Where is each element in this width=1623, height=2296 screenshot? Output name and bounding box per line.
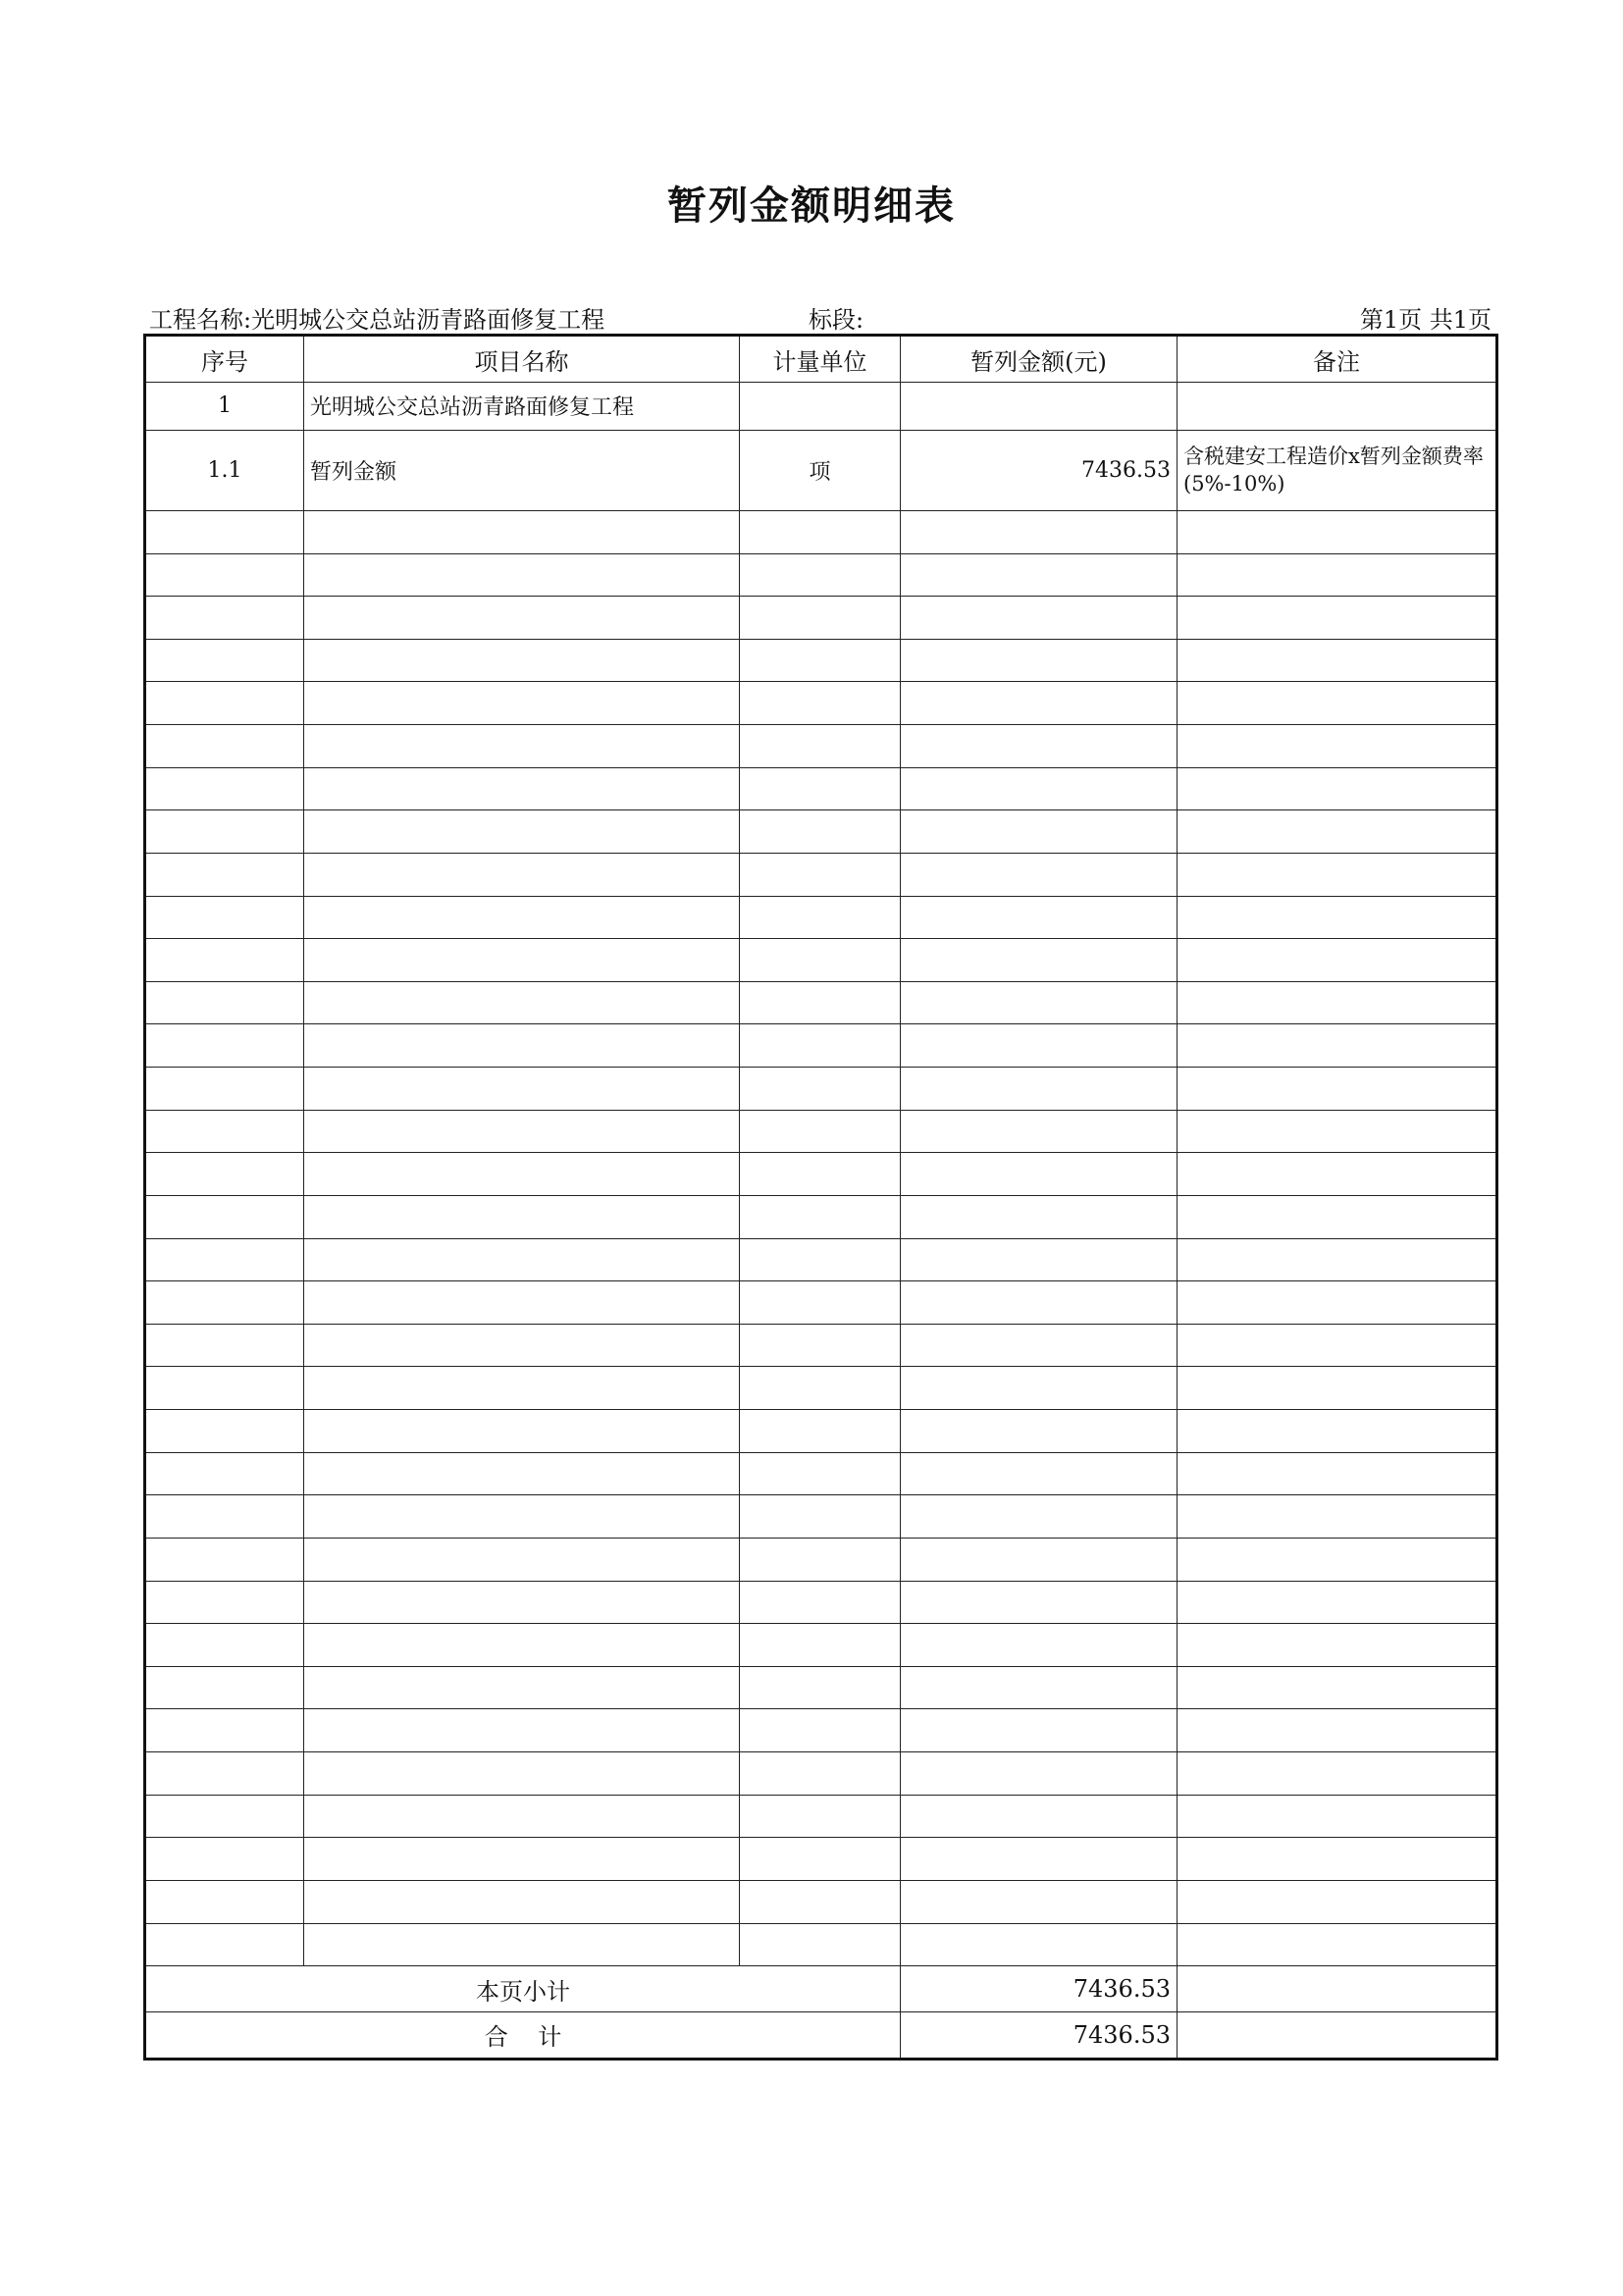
row-unit [740,1324,901,1367]
row-unit [740,1880,901,1923]
row-note [1178,1410,1497,1453]
row-item-name: 暂列金额 [304,430,740,510]
row-unit [740,1238,901,1281]
section-label: 标段: [809,306,864,334]
row-amount [901,1666,1178,1709]
row-amount [901,1923,1178,1966]
row-amount [901,1281,1178,1325]
row-amount [901,853,1178,896]
empty-table-row [145,1795,1497,1838]
row-amount [901,981,1178,1024]
empty-table-row [145,1838,1497,1881]
row-unit [740,939,901,982]
row-amount [901,1838,1178,1881]
row-serial [145,1452,304,1495]
empty-table-row [145,1367,1497,1410]
row-amount [901,1538,1178,1581]
row-unit [740,1153,901,1196]
empty-table-row [145,553,1497,597]
row-amount [901,1238,1178,1281]
empty-table-row [145,1024,1497,1068]
row-serial [145,1795,304,1838]
empty-table-row [145,1195,1497,1238]
row-note [1178,1068,1497,1111]
row-amount [901,1324,1178,1367]
row-amount [901,1410,1178,1453]
subtotal-amount: 7436.53 [901,1966,1178,2012]
row-item-name [304,1624,740,1667]
empty-table-row [145,853,1497,896]
empty-table-row [145,939,1497,982]
empty-table-row [145,1452,1497,1495]
row-item-name [304,1324,740,1367]
row-note [1178,510,1497,553]
row-item-name [304,810,740,854]
row-note [1178,1795,1497,1838]
row-serial: 1 [145,383,304,431]
row-unit [740,1838,901,1881]
empty-table-row [145,810,1497,854]
row-note [1178,383,1497,431]
row-note [1178,1238,1497,1281]
empty-table-row [145,767,1497,810]
row-item-name [304,1495,740,1539]
row-amount [901,1581,1178,1624]
row-serial [145,939,304,982]
page-info: 第1页 共1页 [1359,306,1492,334]
row-unit [740,1624,901,1667]
row-item-name [304,1068,740,1111]
row-amount [901,1153,1178,1196]
row-item-name [304,1752,740,1796]
row-note [1178,1024,1497,1068]
row-serial [145,1838,304,1881]
row-note [1178,1752,1497,1796]
row-serial [145,1923,304,1966]
row-serial [145,597,304,640]
row-amount [901,1880,1178,1923]
row-serial [145,1538,304,1581]
row-unit [740,810,901,854]
row-note [1178,896,1497,939]
row-item-name [304,981,740,1024]
row-serial [145,1752,304,1796]
empty-table-row [145,1880,1497,1923]
row-serial [145,553,304,597]
row-unit [740,510,901,553]
row-item-name [304,939,740,982]
row-note [1178,1538,1497,1581]
subtotal-label: 本页小计 [145,1966,901,2012]
total-note [1178,2011,1497,2059]
row-note [1178,1110,1497,1153]
row-note [1178,1838,1497,1881]
row-item-name [304,1452,740,1495]
row-serial [145,1195,304,1238]
row-note [1178,1495,1497,1539]
row-item-name [304,853,740,896]
table-row [145,430,1497,510]
row-serial: 1.1 [145,430,304,510]
row-note [1178,725,1497,768]
document-title: 暂列金额明细表 [667,183,956,229]
row-item-name [304,1581,740,1624]
row-item-name [304,1281,740,1325]
row-serial [145,767,304,810]
table-header-row [145,336,1497,383]
row-item-name [304,1538,740,1581]
empty-table-row [145,510,1497,553]
row-item-name [304,767,740,810]
header-serial: 序号 [145,336,304,383]
row-note [1178,1581,1497,1624]
row-unit [740,639,901,682]
row-amount [901,1624,1178,1667]
row-item-name [304,1709,740,1752]
row-amount: 7436.53 [901,430,1178,510]
empty-table-row [145,1495,1497,1539]
row-serial [145,1624,304,1667]
project-info [149,300,604,335]
row-item-name: 光明城公交总站沥青路面修复工程 [304,383,740,431]
row-unit [740,1795,901,1838]
row-note [1178,767,1497,810]
row-note [1178,1195,1497,1238]
row-item-name [304,597,740,640]
row-item-name [304,1238,740,1281]
row-amount [901,1452,1178,1495]
row-note [1178,853,1497,896]
row-item-name [304,510,740,553]
empty-table-row [145,1538,1497,1581]
row-serial [145,896,304,939]
row-unit [740,725,901,768]
row-serial [145,1880,304,1923]
row-item-name [304,1880,740,1923]
row-note [1178,597,1497,640]
empty-table-row [145,1581,1497,1624]
project-name: 光明城公交总站沥青路面修复工程 [251,306,605,334]
row-item-name [304,1838,740,1881]
row-serial [145,1666,304,1709]
row-unit [740,1281,901,1325]
row-amount [901,896,1178,939]
row-item-name [304,1367,740,1410]
row-amount [901,1110,1178,1153]
empty-table-row [145,896,1497,939]
empty-table-row [145,1923,1497,1966]
row-item-name [304,896,740,939]
row-note: 含税建安工程造价x暂列金额费率(5%-10%) [1178,430,1497,510]
row-amount [901,725,1178,768]
empty-table-row [145,1110,1497,1153]
empty-table-row [145,1281,1497,1325]
empty-table-row [145,1068,1497,1111]
row-item-name [304,1795,740,1838]
row-amount [901,597,1178,640]
row-amount [901,510,1178,553]
row-serial [145,725,304,768]
row-note [1178,1153,1497,1196]
row-unit [740,383,901,431]
row-amount [901,383,1178,431]
subtotal-row [145,1966,1497,2012]
row-unit [740,1195,901,1238]
row-amount [901,682,1178,725]
total-row [145,2011,1497,2059]
row-note [1178,1666,1497,1709]
header-item-name: 项目名称 [304,336,740,383]
document-meta [149,300,1492,334]
row-serial [145,1238,304,1281]
row-item-name [304,1666,740,1709]
row-serial [145,1068,304,1111]
empty-table-row [145,1153,1497,1196]
row-amount [901,1024,1178,1068]
row-unit [740,853,901,896]
row-note [1178,1880,1497,1923]
row-serial [145,1410,304,1453]
row-item-name [304,1110,740,1153]
row-serial [145,510,304,553]
row-note [1178,553,1497,597]
row-serial [145,639,304,682]
empty-table-row [145,682,1497,725]
row-amount [901,639,1178,682]
row-item-name [304,553,740,597]
row-unit [740,1923,901,1966]
row-note [1178,1624,1497,1667]
row-item-name [304,682,740,725]
row-note [1178,939,1497,982]
row-unit [740,1538,901,1581]
row-note [1178,682,1497,725]
row-serial [145,682,304,725]
row-amount [901,553,1178,597]
row-item-name [304,1024,740,1068]
row-unit [740,1024,901,1068]
empty-table-row [145,1752,1497,1796]
row-unit [740,981,901,1024]
row-item-name [304,1195,740,1238]
row-amount [901,1068,1178,1111]
provisional-sum-table [143,334,1498,2061]
row-serial [145,1153,304,1196]
row-note [1178,1452,1497,1495]
row-serial [145,853,304,896]
row-note [1178,1367,1497,1410]
row-serial [145,1324,304,1367]
row-note [1178,981,1497,1024]
row-serial [145,1581,304,1624]
row-serial [145,1110,304,1153]
row-amount [901,1795,1178,1838]
empty-table-row [145,1709,1497,1752]
row-serial [145,1495,304,1539]
empty-table-row [145,1238,1497,1281]
row-note [1178,639,1497,682]
row-amount [901,1495,1178,1539]
row-note [1178,1324,1497,1367]
row-amount [901,810,1178,854]
row-note [1178,1281,1497,1325]
total-label: 合 计 [145,2011,901,2059]
row-unit [740,1410,901,1453]
header-note: 备注 [1178,336,1497,383]
row-unit [740,1495,901,1539]
empty-table-row [145,1624,1497,1667]
total-amount: 7436.53 [901,2011,1178,2059]
row-item-name [304,725,740,768]
header-amount: 暂列金额(元) [901,336,1178,383]
row-amount [901,1752,1178,1796]
row-unit [740,1068,901,1111]
row-unit [740,682,901,725]
row-unit [740,896,901,939]
row-unit [740,1367,901,1410]
row-unit [740,1110,901,1153]
row-unit [740,1581,901,1624]
project-label: 工程名称: [149,306,252,334]
row-note [1178,810,1497,854]
row-unit [740,1752,901,1796]
row-serial [145,1367,304,1410]
row-unit [740,1666,901,1709]
row-item-name [304,1923,740,1966]
empty-table-row [145,1410,1497,1453]
row-unit [740,1452,901,1495]
row-amount [901,1709,1178,1752]
empty-table-row [145,981,1497,1024]
row-note [1178,1923,1497,1966]
row-serial [145,981,304,1024]
row-serial [145,810,304,854]
row-unit [740,1709,901,1752]
empty-table-row [145,1324,1497,1367]
row-amount [901,1367,1178,1410]
empty-table-row [145,725,1497,768]
row-item-name [304,1153,740,1196]
row-serial [145,1024,304,1068]
empty-table-row [145,639,1497,682]
row-unit [740,597,901,640]
row-serial [145,1709,304,1752]
row-item-name [304,1410,740,1453]
row-amount [901,1195,1178,1238]
row-amount [901,767,1178,810]
header-unit: 计量单位 [740,336,901,383]
row-amount [901,939,1178,982]
row-note [1178,1709,1497,1752]
row-serial [145,1281,304,1325]
row-item-name [304,639,740,682]
table-row [145,383,1497,431]
row-unit: 项 [740,430,901,510]
subtotal-note [1178,1966,1497,2012]
empty-table-row [145,1666,1497,1709]
row-unit [740,767,901,810]
row-unit [740,553,901,597]
empty-table-row [145,597,1497,640]
